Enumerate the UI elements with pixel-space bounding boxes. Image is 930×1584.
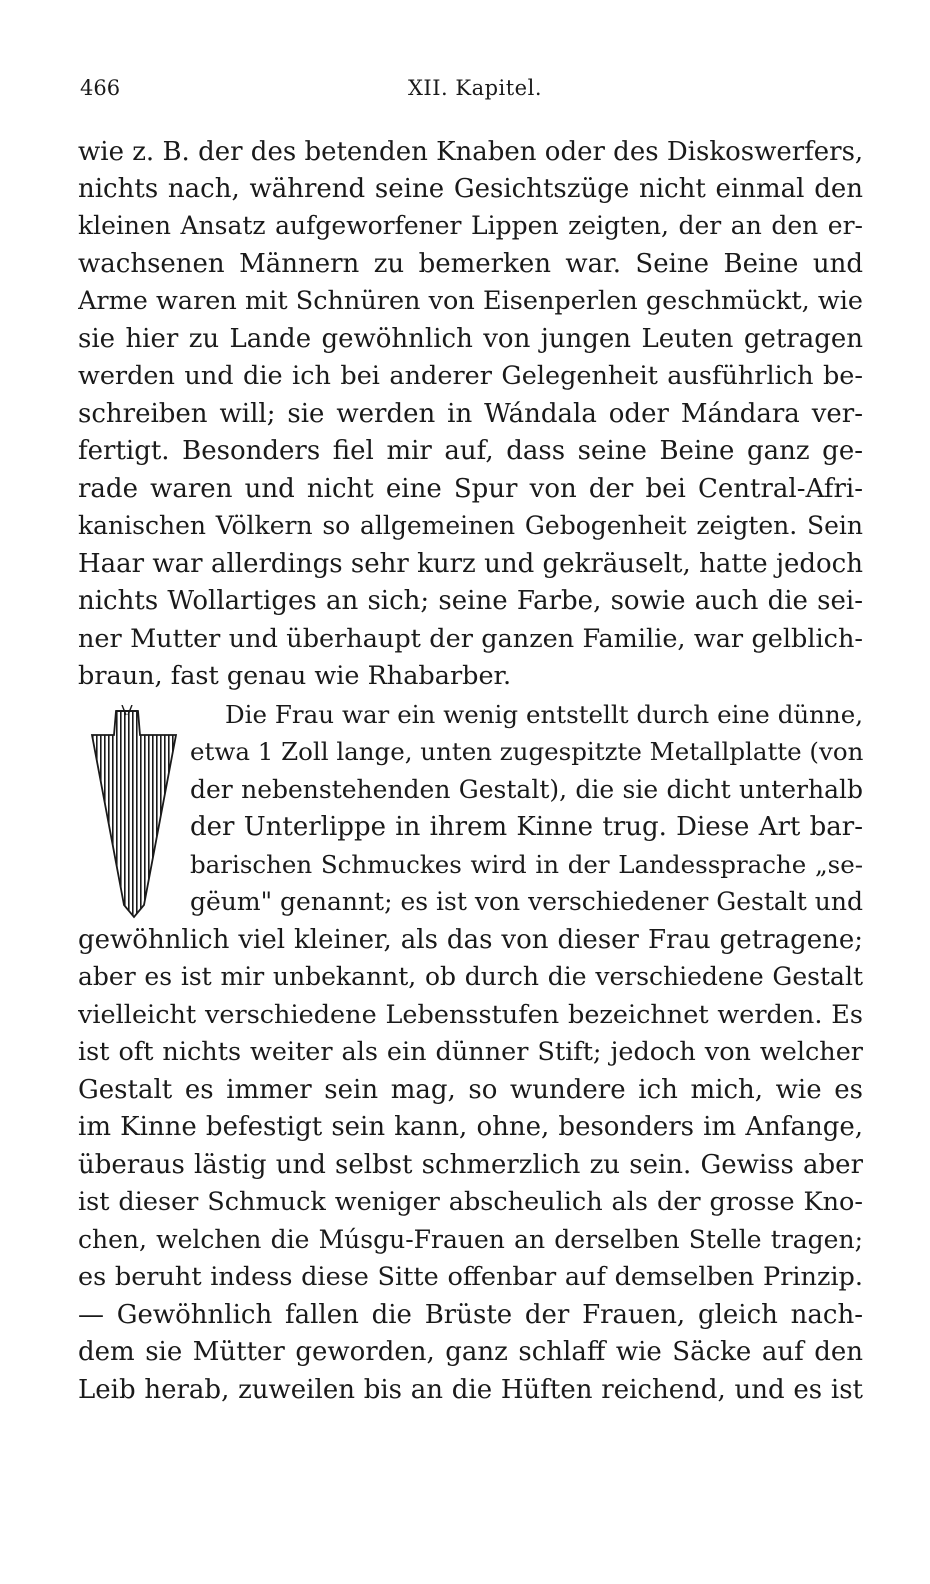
text-line: ner Mutter und überhaupt der ganzen Familie, war gelblich-	[78, 624, 863, 654]
text-line: fertigt. Besonders fiel mir auf, dass seine Beine ganz ge-	[78, 436, 863, 466]
text-line: barischen Schmuckes wird in der Landessprache „se-	[190, 850, 863, 879]
page-number: 466	[80, 76, 121, 100]
text-line: — Gewöhnlich fallen die Brüste der Frauen, gleich nach-	[78, 1300, 863, 1330]
text-line: vielleicht verschiedene Lebensstufen bezeichnet werden. Es	[78, 1000, 863, 1030]
text-line: etwa 1 Zoll lange, unten zugespitzte Metallplatte (von	[190, 737, 863, 766]
text-line: ist dieser Schmuck weniger abscheulich als der grosse Kno-	[78, 1187, 863, 1217]
text-line: ist oft nichts weiter als ein dünner Stift; jedoch von welcher	[78, 1037, 863, 1067]
text-line: kleinen Ansatz aufgeworfener Lippen zeigten, der an den er-	[78, 211, 863, 240]
text-line: braun, fast genau wie Rhabarber.	[78, 661, 512, 691]
text-line: Haar war allerdings sehr kurz und gekräuselt, hatte jedoch	[78, 549, 863, 579]
text-line: nichts nach, während seine Gesichtszüge nicht einmal den	[78, 174, 863, 204]
text-line: sie hier zu Lande gewöhnlich von jungen Leuten getragen	[78, 324, 863, 354]
text-line: überaus lästig und selbst schmerzlich zu sein. Gewiss aber	[78, 1150, 863, 1180]
text-line: rade waren und nicht eine Spur von der bei Central-Afri-	[78, 474, 863, 504]
text-line: wie z. B. der des betenden Knaben oder des Diskoswerfers,	[78, 137, 863, 167]
text-line: der Unterlippe in ihrem Kinne trug. Diese Art bar-	[190, 812, 863, 842]
text-line: es beruht indess diese Sitte offenbar auf demselben Prinzip.	[78, 1262, 863, 1292]
text-line: chen, welchen die Músgu-Frauen an derselben Stelle tragen;	[78, 1225, 863, 1254]
text-line: nichts Wollartiges an sich; seine Farbe, sowie auch die sei-	[78, 586, 863, 616]
text-line: Arme waren mit Schnüren von Eisenperlen geschmückt, wie	[78, 286, 863, 316]
metal-plate-figure-icon	[84, 705, 180, 920]
text-line: gewöhnlich viel kleiner, als das von dieser Frau getragene;	[78, 925, 863, 955]
running-title: XII. Kapitel.	[407, 76, 543, 100]
text-line: im Kinne befestigt sein kann, ohne, besonders im Anfange,	[78, 1112, 863, 1142]
text-line: dem sie Mütter geworden, ganz schlaff wie Säcke auf den	[78, 1337, 863, 1367]
text-line: aber es ist mir unbekannt, ob durch die verschiedene Gestalt	[78, 962, 863, 991]
text-line: Leib herab, zuweilen bis an die Hüften reichend, und es ist	[78, 1375, 863, 1405]
text-line: schreiben will; sie werden in Wándala oder Mándara ver-	[78, 399, 863, 429]
text-line: Die Frau war ein wenig entstellt durch eine dünne,	[225, 700, 863, 729]
text-line: wachsenen Männern zu bemerken war. Seine Beine und	[78, 249, 863, 279]
page-header	[80, 76, 870, 106]
text-line: werden und die ich bei anderer Gelegenheit ausführlich be-	[78, 361, 863, 391]
text-line: kanischen Völkern so allgemeinen Gebogenheit zeigten. Sein	[78, 511, 863, 540]
text-line: der nebenstehenden Gestalt), die sie dicht unterhalb	[190, 775, 863, 804]
text-line: Gestalt es immer sein mag, so wundere ich mich, wie es	[78, 1075, 863, 1105]
text-line: gëum" genannt; es ist von verschiedener Gestalt und	[190, 887, 863, 916]
